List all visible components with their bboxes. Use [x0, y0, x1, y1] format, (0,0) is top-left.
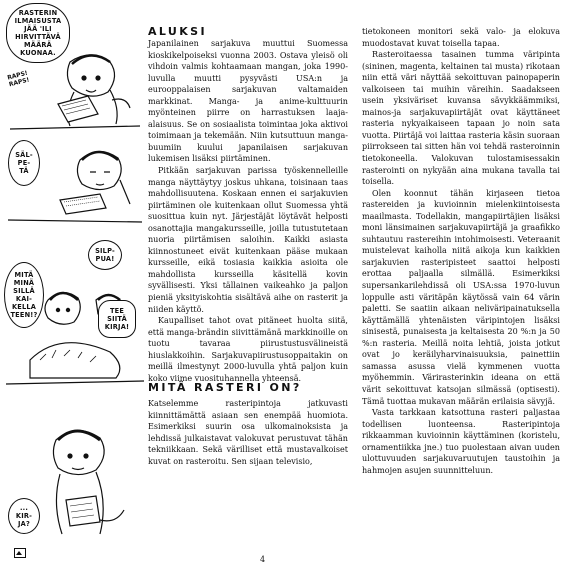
speech-bubble-5: TEE SIITÄ KIRJA!	[98, 300, 136, 338]
paragraph: Rasteroitaessa tasainen tumma väripinta (sininen, magenta, keltainen tai musta) rikotaan niin että väri näyttää sekoittuvan painopaperin valkoiseen tai muihin väreihin. Saadakseen usein yksiväriset kuvansa sävykkäämmiksi, mainos-ja sarjakuvapiirtäjät ovat käyttäneet rasteria nykyaikaiseen tapaan jo noin sata vuotta. Piirtäjä voi laittaa rasteria käsin suoraan piirrokseen tai sitten hän voi tehdä rasteroinnin tietokoneella. Valokuvan tulostamisessakin rasterointi on nykyään aina mukana tavalla tai toisella.	[362, 50, 560, 187]
paragraph: tietokoneen monitori sekä valo- ja elokuva muodostavat kuvat toisella tapaa.	[362, 27, 560, 48]
panel-2-character	[60, 151, 130, 214]
paragraph: Pitkään sarjakuvan parissa työskennelleille manga näyttäytyy joskus uhkana, toisinaan taas mahdollisuutena. Koskaan ennen ei sarjakuvien piirtäminen ole kuitenkaan ollut Suomessa yhtä suosittua kuin nyt. Järjestäjät löytävät helposti osanottajia mangakursseille, joilla tutustutetaan nuoria piirtämisen saloihin. Kaikki asiasta kiinnostuneet eivät kuitenkaan pääse mukaan kursseille, eikä tosiasia kaikkia asioita ole mahdollista kursseilla käsitellä kovin syvällisesti. Yksi tällainen vaikeahko ja paljon pieniä yksityiskohtia sisältävä aihe on rasterit ja niiden käyttö.	[148, 166, 348, 314]
section-heading-aluksi: ALUKSI	[148, 25, 208, 38]
comic-strip	[0, 0, 146, 572]
article-column-2	[362, 26, 560, 476]
paragraph: Japanilainen sarjakuva muuttui Suomessa kioskikelpoiseksi vuonna 2003. Ostava yleisö oli vihdoin valmis kohtaamaan mangan, joka 1990-luvulla muutti pysyvästi USA:n ja eurooppalaisen sarjakuvan valtamaiden markkinat. Manga- ja anime-kulttuurin myönteinen piirre on harrastuksen laaja-alaisuus. Se on sosiaalista toimintaa joka aktivoi toimimaan ja tekemään. Niin kutsuttuun manga-buumiin kuului japanilaisen sarjakuvan lukemisen lisäksi piirtäminen.	[148, 39, 348, 164]
speech-bubble-1: RASTERIN ILMAISUSTA JÄÄ 'ILI HIRVITTÄVÄ MÄÄRÄ KUONAA.	[6, 3, 70, 63]
paragraph: Olen koonnut tähän kirjaseen tietoa rastereiden ja kuvioinnin mielenkiintoisesta maailmasta. Todellakin, mangapiirtäjien lisäksi moni länsimainen sarjakuvapiirtäjä ja graafikko suhtautuu rastereihin intohimoisesti. Veteraanit muistelevat kaiholla niitä aikoja kun kaikkien sarjakuvien rasteripisteet saattoi helposti erottaa paljaalla silmällä. Esimerkiksi supersankarilehdissä oli USA:ssa 1970-luvun loppulle asti väritäpän käytössä vain 64 värin paletti. Se saatiin aikaan neliväripainatuksella käyttämällä yhtenäisten väripintojen lisäksi sinisestä, punaisesta ja keltaisesta 20 %:n ja 50 %:n rasteria. Meillä noita lehtiä, joista jotkut ovat jo keräilyharvinaisuuksia, painettiin samassa asussa vielä kymmenen vuotta myöhemmin. Värirasterinkin ideana on että värit sekoittuvat katsojan silmässä (optisesti). Tämä tuottaa mukavan määrän erilaisia sävyjä.	[362, 188, 560, 406]
panel-4-character	[53, 430, 124, 534]
artist-logo-icon	[14, 548, 26, 558]
sound-effect-raps: RAPS! RAPS!	[6, 69, 31, 89]
paragraph: Kaupalliset tahot ovat pitäneet huolta siitä, että manga-brändin siivittämänä markkinoille on tuotu tavaraa piirustustusvälineistä hiuslakkoihin. Sarjakuvapiirustusoppaitakin on meillä ilmestynyt 2000-luvulla yhtä paljon kuin koko viime vuosituhannella yhteensä.	[148, 316, 348, 383]
speech-bubble-2: SÄL- PE- TÄ	[8, 140, 40, 186]
section-heading-mita-rasteri-on: MITÄ RASTERI ON?	[148, 381, 302, 394]
paragraph: Katselemme rasteripintoja jatkuvasti kiinnittämättä asiaan sen enempää huomiota. Esimerkiksi suurin osa ulkomainoksista ja lehdissä julkaistavat valokuvat perustuvat tähän tekniikkaan. Sekä värilliset että mustavalkoiset kuvat on rasteroitu. Sen sijaan televisio,	[148, 399, 348, 466]
article-column-1-continued	[148, 398, 348, 467]
paragraph: Vasta tarkkaan katsottuna rasteri paljastaa todellisen luonteensa. Rasteripintoja rikkaamman kuvioinnin käyttäminen (koristelu, ornamentiikka jne.) tuo puolestaan aivan uuden ulottuvuuden sarjakuvaruutujen taustoihin ja hahmojen asujen suunnitteluun.	[362, 408, 560, 475]
speech-bubble-3: SILP- PUA!	[88, 240, 122, 270]
speech-bubble-4: MITÄ MINÄ SILLÄ KAI- KELLA TEEN!?	[4, 262, 44, 328]
article-column-1	[148, 38, 348, 384]
panel-1-character	[58, 55, 130, 126]
speech-bubble-6: ... KIR- JA?	[8, 498, 40, 534]
page-number: 4	[260, 555, 266, 564]
